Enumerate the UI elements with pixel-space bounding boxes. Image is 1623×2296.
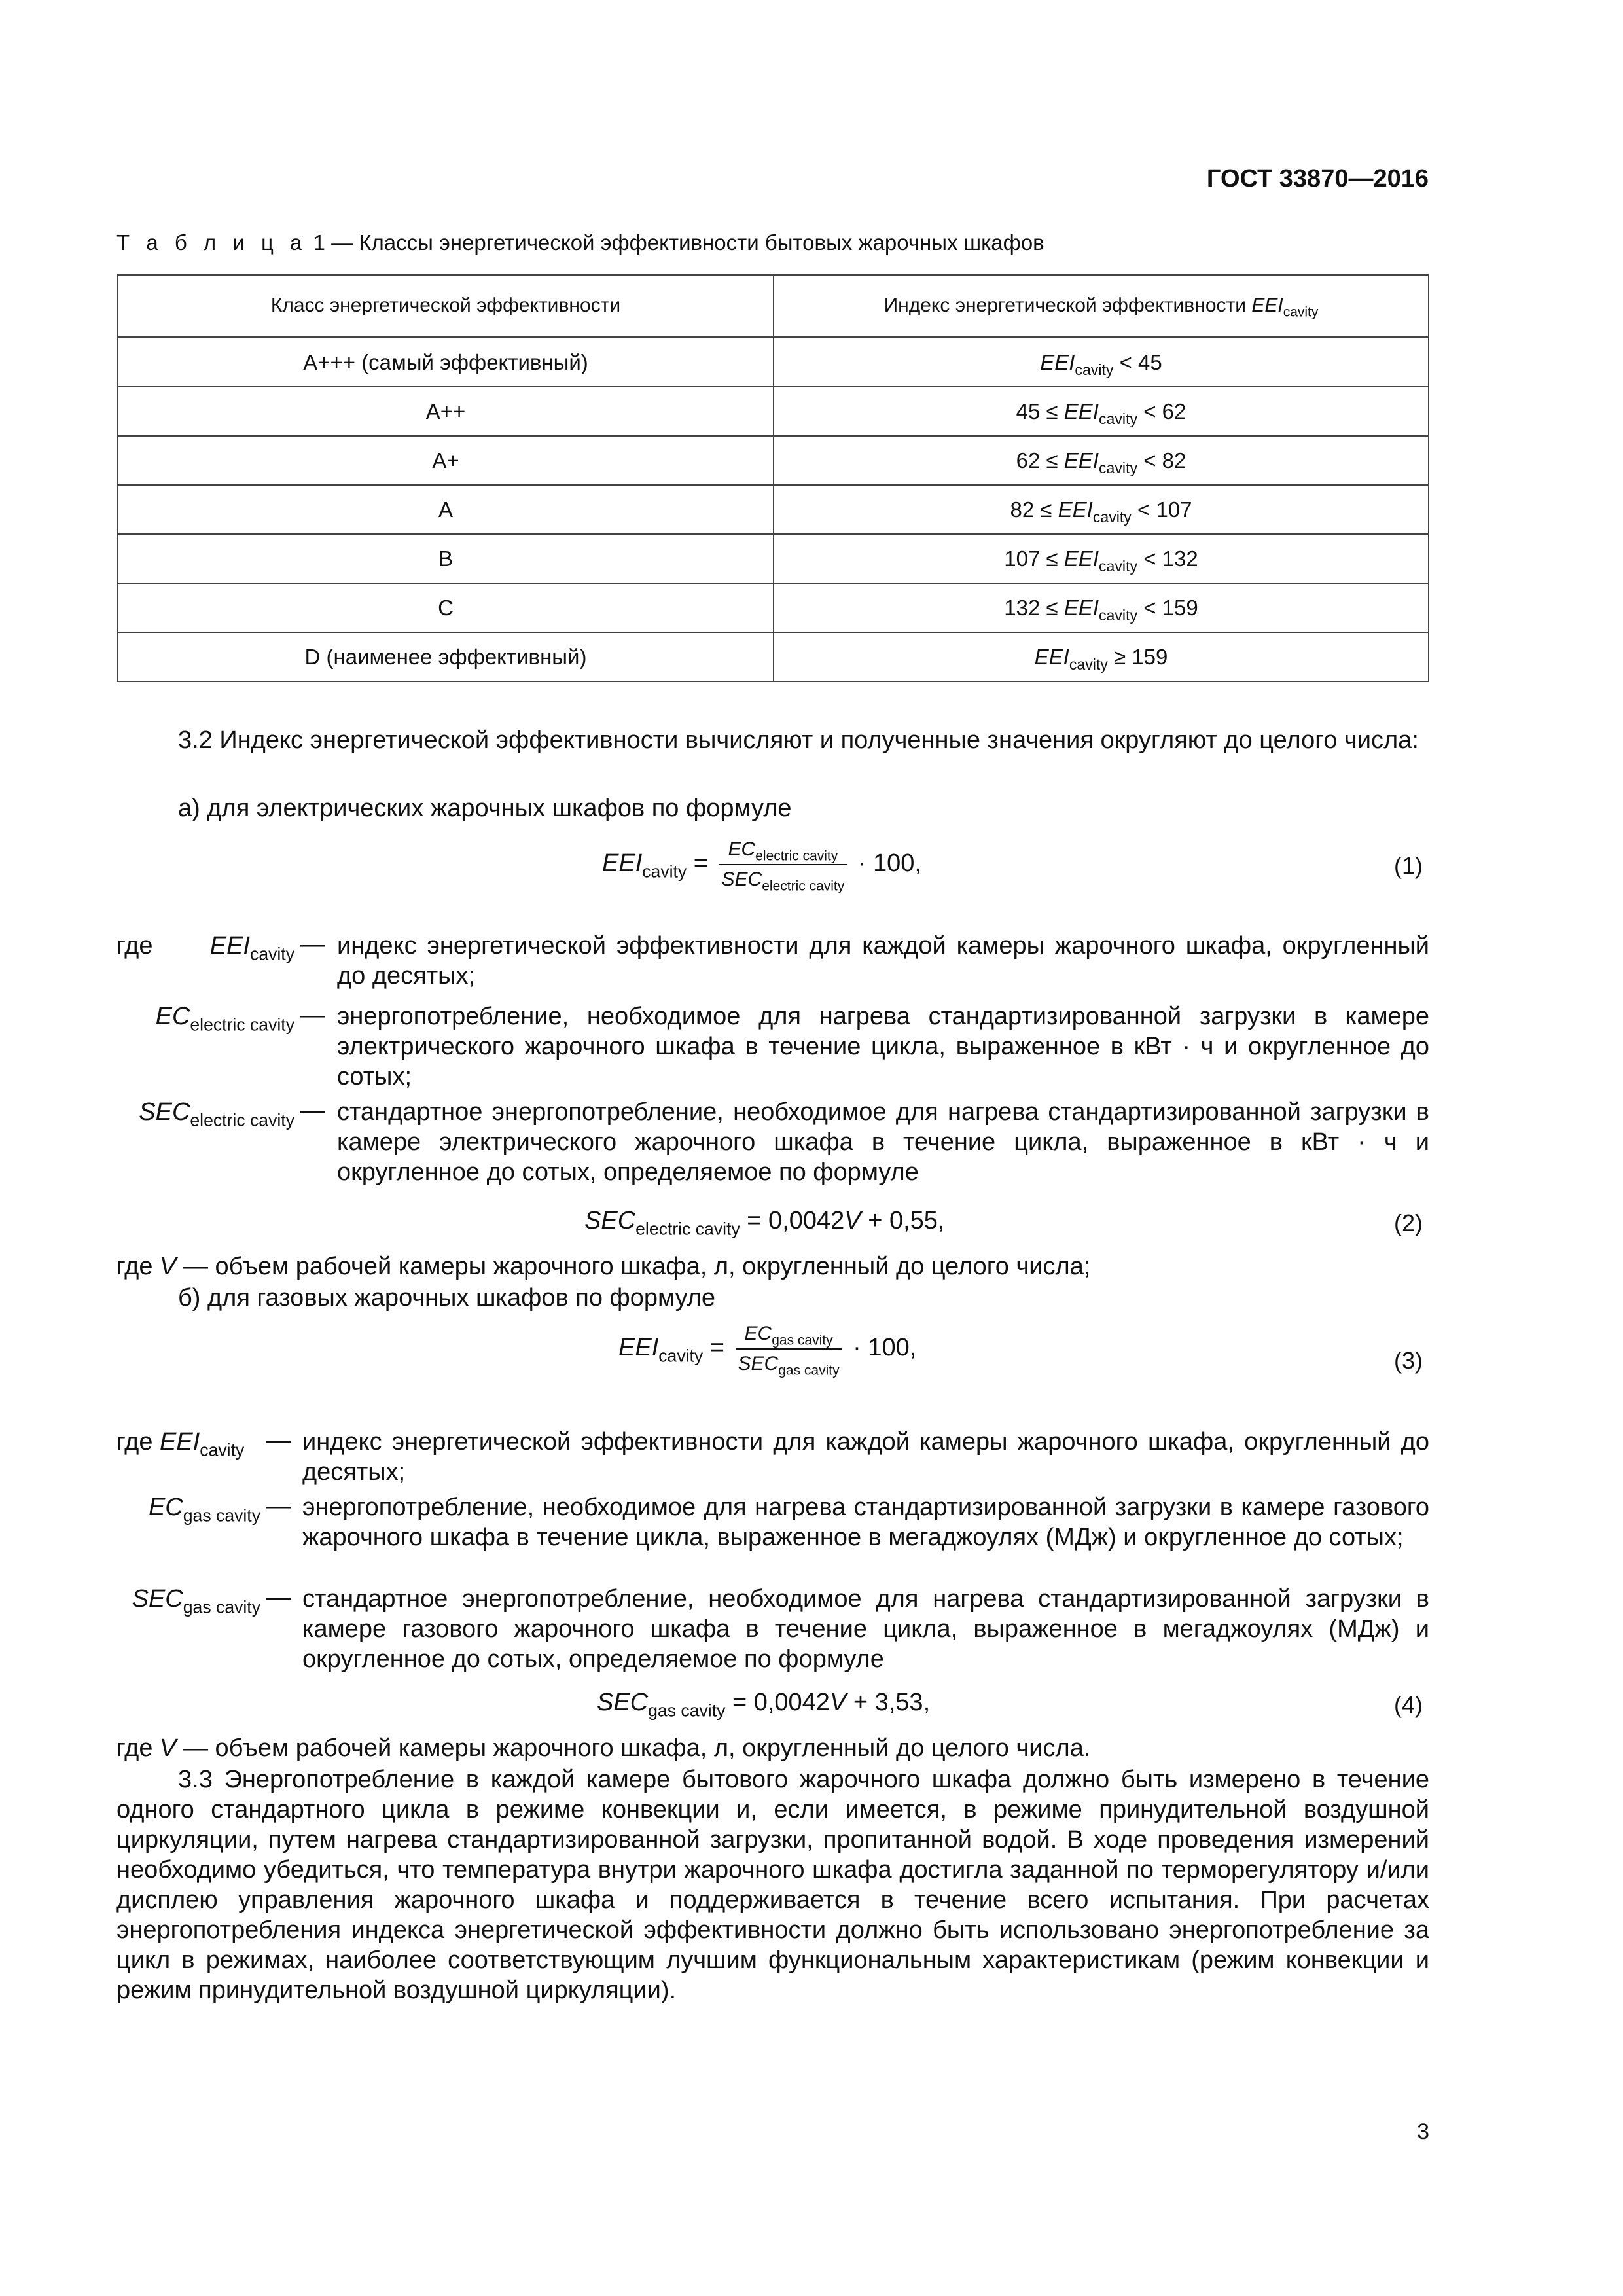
dash: — [266, 1492, 291, 1520]
where-v-2: где V — объем рабочей камеры жарочного шкафа, л, округленный до целого числа. [116, 1734, 1091, 1762]
term-eei-gas: где $EEI_{cavity}$ [116, 1428, 245, 1460]
class-cell: С [118, 583, 774, 632]
header-class: Класс энергетической эффективности [118, 275, 774, 337]
index-cell: $82 \le EEI_{cavity} < 107$ [774, 485, 1429, 534]
formula-2: $SEC_{electric cavity} = 0,0042V + 0,55$, [584, 1207, 945, 1239]
table-row [118, 337, 1429, 387]
table-header-row [118, 275, 1429, 337]
definition-ec-gas: энергопотребление, необходимое для нагрева стандартизированной загрузки в камере газового жарочного шкафа в течение цикла, выраженное в мегаджоулях (МДж) и округленное до сотых; [302, 1494, 1429, 1551]
term-ec-gas: $EC_{gas cavity}$ [148, 1494, 260, 1526]
class-cell: А++ [118, 387, 774, 436]
index-cell: $107 \le EEI_{cavity} < 132$ [774, 534, 1429, 583]
index-cell: $132 \le EEI_{cavity} < 159$ [774, 583, 1429, 632]
class-cell: А+ [118, 436, 774, 485]
table-row [118, 436, 1429, 485]
class-cell: А [118, 485, 774, 534]
dash: — [300, 931, 325, 958]
formula-1-fraction: $\frac{EC_{electric cavity}}{SEC_{electric cavity}}$ [719, 836, 847, 893]
table-row [118, 583, 1429, 632]
formula-4: $SEC_{gas cavity} = 0,0042V + 3,53$, [597, 1689, 931, 1721]
index-cell: $EEI_{cavity} \ge 159$ [774, 632, 1429, 681]
class-cell: В [118, 534, 774, 583]
formula-2-number: (2) [1394, 1210, 1423, 1236]
header-index: Индекс энергетической эффективности $EEI_{cavity}$ [774, 275, 1429, 337]
term-ec-electric: $EC_{electric cavity}$ [155, 1003, 294, 1035]
index-cell: $62 \le EEI_{cavity} < 82$ [774, 436, 1429, 485]
index-cell: $45 \le EEI_{cavity} < 62$ [774, 387, 1429, 436]
class-cell: А+++ (самый эффективный) [118, 337, 774, 387]
definition-eei: индекс энергетической эффективности для каждой камеры жарочного шкафа, округленный до десятых; [337, 932, 1429, 990]
definition-ec-electric: энергопотребление, необходимое для нагрева стандартизированной загрузки в камере электрического жарочного шкафа в течение цикла, выраженное в кВт · ч и округленное до сотых; [337, 1003, 1429, 1090]
document-code: ГОСТ 33870—2016 [1206, 165, 1429, 192]
table-row [118, 485, 1429, 534]
energy-class-table [117, 274, 1429, 682]
formula-3-fraction: $\frac{EC_{gas cavity}}{SEC_{gas cavity}}$ [736, 1321, 842, 1377]
dash: — [266, 1584, 291, 1611]
table-caption-label: Т а б л и ц а [116, 230, 308, 255]
paragraph-3-2: 3.2 Индекс энергетической эффективности вычисляют и полученные значения округляют до целого числа: [178, 726, 1419, 754]
formula-1-number: (1) [1394, 852, 1423, 879]
formula-3: $EEI_{cavity}$ = $\frac{EC_{gas cavity}}{SEC_{gas cavity}}$ · 100, [618, 1321, 916, 1377]
term-sec-gas: $SEC_{gas cavity}$ [132, 1585, 260, 1617]
definition-sec-electric: стандартное энергопотребление, необходимое для нагрева стандартизированной загрузки в камере электрического жарочного шкафа в течение цикла, выраженное в кВт · ч и округленное до сотых, определяемое по формуле [337, 1098, 1429, 1186]
class-cell: D (наименее эффективный) [118, 632, 774, 681]
formula-1: $EEI_{cavity}$ = $\frac{EC_{electric cavity}}{SEC_{electric cavity}}$ · 100, [602, 836, 921, 893]
formula-4-number: (4) [1394, 1691, 1423, 1718]
item-b: б) для газовых жарочных шкафов по формуле [178, 1284, 716, 1312]
index-cell: $EEI_{cavity} < 45$ [774, 337, 1429, 387]
dash: — [300, 1097, 325, 1124]
definition-eei-gas: индекс энергетической эффективности для каждой камеры жарочного шкафа, округленный до десятых; [302, 1428, 1429, 1486]
table-row [118, 632, 1429, 681]
where-v-1: где V — объем рабочей камеры жарочного шкафа, л, округленный до целого числа; [116, 1253, 1091, 1280]
dash: — [300, 1001, 325, 1029]
term-eei: $EEI_{cavity}$ [209, 932, 294, 964]
table-row [118, 534, 1429, 583]
formula-3-number: (3) [1394, 1347, 1423, 1374]
item-a: а) для электрических жарочных шкафов по формуле [178, 795, 792, 822]
table-caption-text: 1 — Классы энергетической эффективности бытовых жарочных шкафов [313, 230, 1044, 255]
definition-sec-gas: стандартное энергопотребление, необходимое для нагрева стандартизированной загрузки в камере газового жарочного шкафа в течение цикла, выраженное в мегаджоулях (МДж) и округленное до сотых, определяемое по формуле [302, 1585, 1429, 1673]
page-number: 3 [1417, 2119, 1429, 2144]
term-sec-electric: $SEC_{electric cavity}$ [139, 1098, 294, 1130]
table-caption [116, 230, 1044, 255]
dash: — [266, 1427, 291, 1454]
paragraph-3-3: 3.3 Энергопотребление в каждой камере бытового жарочного шкафа должно быть измерено в течение одного стандартного цикла в режиме конвекции и, если имеется, в режиме принудительной воздушной циркуляции, путем нагрева стандартизированной загрузки, пропитанной водой. В ходе проведения измерений необходимо убедиться, что температура внутри жарочного шкафа достигла заданной по терморегулятору и/или дисплею управления жарочного шкафа и поддерживается в течение всего испытания. При расчетах энергопотребления индекса энергетической эффективности должно быть использовано энергопотребление за цикл в режимах, наиболее соответствующим лучшим функциональным характеристикам (режим конвекции и режим принудительной воздушной циркуляции). [116, 1766, 1429, 2004]
table-row [118, 387, 1429, 436]
